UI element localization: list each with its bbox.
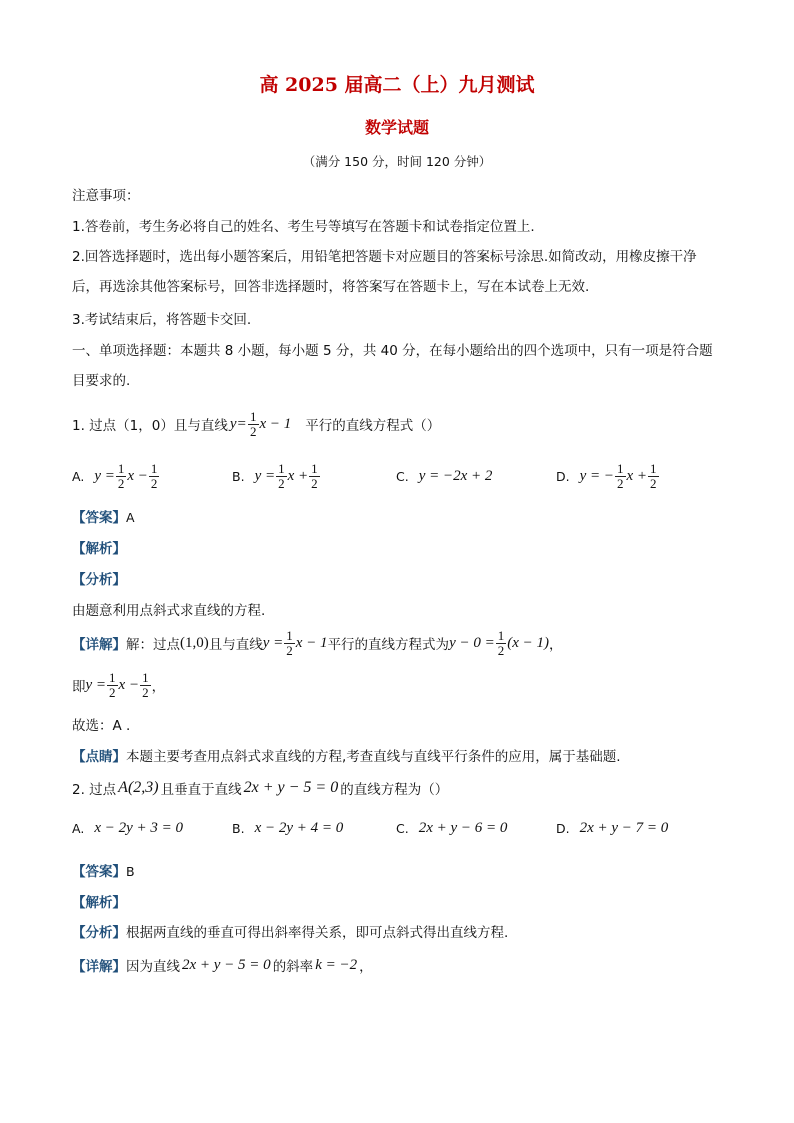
fraction: $\frac{1}{2}$	[311, 460, 318, 491]
exam-subtitle: 数学试题	[364, 118, 429, 137]
fraction: $\frac{1}{2}$	[617, 460, 624, 491]
answer-tag: 【答案】	[72, 864, 126, 880]
analysis-tag: 【解析】	[72, 541, 126, 557]
detail-line: 【详解】 解：过点 (1,0) 且与直线 y = $\frac{1}{2}$ x − 1 平行的直线方程式为 y − 0 = $\frac{1}{2}$ (x − 1) ，	[72, 627, 563, 658]
section-heading-cont: 目要求的.	[72, 373, 131, 389]
fenxi-line: 【分析】根据两直线的垂直可得出斜率得关系，即可点斜式得出直线方程.	[72, 925, 509, 941]
fraction: $\frac{1}{2}$	[278, 460, 285, 491]
option-c[interactable]: C. 2x + y − 6 = 0	[396, 820, 508, 836]
math-eq: =	[237, 415, 246, 432]
detail-tag: 【详解】	[72, 959, 126, 975]
section-heading: 一、单项选择题：本题共 8 小题，每小题 5 分，共 40 分，在每小题给出的四个选项中，只有一项是符合题	[72, 343, 713, 359]
question-1-suffix: 平行的直线方程式（）	[305, 418, 441, 434]
dianjing-line: 【点睛】本题主要考查用点斜式求直线的方程,考查直线与直线平行条件的应用，属于基础题.	[72, 749, 621, 765]
exam-note: （满分 150 分，时间 120 分钟）	[302, 154, 492, 169]
question-1	[72, 406, 440, 442]
answer-line	[72, 860, 135, 880]
option-a[interactable]: A. y = $\frac{1}{2}$ x − $\frac{1}{2}$	[72, 460, 158, 491]
math-expr: x − 1	[259, 415, 292, 432]
answer-value: B	[126, 864, 135, 879]
guxuan-line: 故选：A .	[72, 718, 131, 734]
option-d[interactable]: D. 2x + y − 7 = 0	[556, 820, 669, 836]
fraction: $\frac{1}{2}$	[286, 627, 293, 658]
option-d[interactable]: D. y = − $\frac{1}{2}$ x + $\frac{1}{2}$	[556, 460, 657, 491]
question-2: 2. 过点 A(2,3) 且垂直于直线 2x + y − 5 = 0 的直线方程为（）	[72, 779, 449, 798]
fraction: $\frac{1}{2}$	[650, 460, 657, 491]
detail-line: 【详解】 因为直线 2x + y − 5 = 0 的斜率 k = −2 ，	[72, 956, 373, 975]
fraction: $\frac{1}{2}$	[150, 460, 158, 491]
fenxi-text: 由题意利用点斜式求直线的方程.	[72, 603, 266, 619]
fenxi-tag: 【分析】	[72, 925, 126, 941]
notice-item: 1.答卷前，考生务必将自己的姓名、考生号等填写在答题卡和试卷指定位置上.	[72, 219, 535, 235]
option-a[interactable]: A. x − 2y + 3 = 0	[72, 820, 183, 836]
question-1-prefix: 1. 过点（1，0）且与直线	[72, 418, 228, 434]
answer-line	[72, 506, 135, 526]
notices-heading: 注意事项：	[72, 188, 140, 204]
fraction: $\frac{1}{2}$	[117, 460, 125, 491]
answer-value: A	[126, 510, 135, 525]
fraction: $\frac{1}{2}$	[250, 408, 257, 439]
option-b[interactable]: B. x − 2y + 4 = 0	[232, 820, 344, 836]
fraction: $\frac{1}{2}$	[142, 669, 149, 700]
math-y: y	[229, 415, 237, 432]
ji-line: 即 y = $\frac{1}{2}$ x − $\frac{1}{2}$ ，	[72, 669, 166, 700]
fraction: $\frac{1}{2}$	[109, 669, 116, 700]
option-b[interactable]: B. y = $\frac{1}{2}$ x + $\frac{1}{2}$	[232, 460, 318, 491]
fraction: $\frac{1}{2}$	[497, 627, 505, 658]
dianjing-tag: 【点睛】	[72, 749, 126, 765]
notice-item: 3.考试结束后，将答题卡交回.	[72, 312, 252, 328]
detail-tag: 【详解】	[72, 637, 126, 653]
analysis-tag: 【解析】	[72, 895, 126, 911]
notice-item: 2.回答选择题时，选出每小题答案后，用铅笔把答题卡对应题目的答案标号涂思.如简改动，用橡皮擦干净	[72, 249, 697, 265]
notice-item: 后，再选涂其他答案标号，回答非选择题时，将答案写在答题卡上，写在本试卷上无效.	[72, 279, 590, 295]
fenxi-tag: 【分析】	[72, 572, 126, 588]
answer-tag: 【答案】	[72, 510, 126, 526]
exam-title: 高 2025 届高二（上）九月测试	[259, 74, 535, 96]
option-c[interactable]: C. y = −2x + 2	[396, 467, 493, 484]
